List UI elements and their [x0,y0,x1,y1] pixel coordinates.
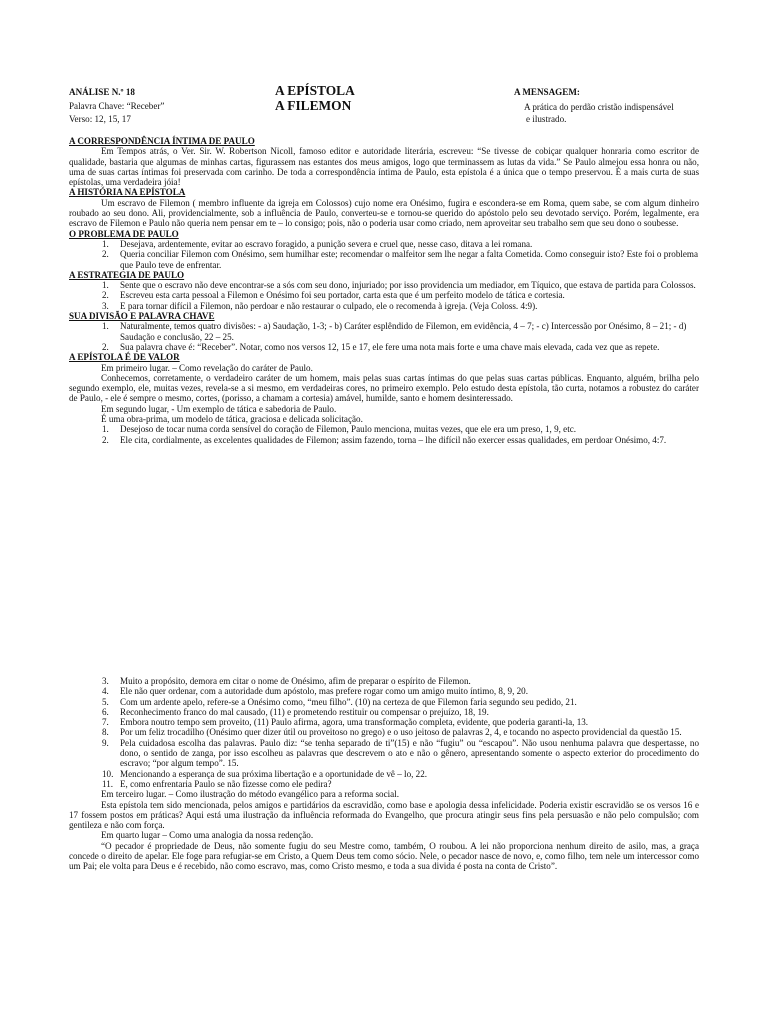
list-item: 1. Desejoso de tocar numa corda sensível do coração de Filemon, Paulo menciona, muitas vezes, que ele era um preso, 1, 9, etc. [102,424,577,435]
paragraph-history: Um escravo de Filemon ( membro influente da igreja em Colossos) cujo nome era Onésimo, fugira e escondera-se em Roma, quem sabe, se com algum dinheiro roubado ao seu dono. Ali, providencialmente, sob a influência de Paulo, converteu-se e tornou-se querido do apóstolo pelo seu devotado serviço. Porém, legalmente, era escravo de Filemon e Paulo não queria nem pensar em te – lo consigo; pois, não o poderia usar como criado, nem aproveitar seu trabalho sem que seu dono o soubesse. [69,197,699,229]
section-heading-division: SUA DIVISÃO E PALAVRA CHAVE [69,311,215,322]
subheading-fourth: Em quarto lugar – Como uma analogia da nossa redenção. [101,830,314,841]
list-item: 7. Embora noutro tempo sem proveito, (11) Paulo afirma, agora, uma transformação completa, evidente, que poderia garanti-la, 13. [102,717,589,728]
section-heading-strategy: A ESTRATEGIA DE PAULO [69,269,185,280]
list-item: 3. E para tornar difícil a Filemon, não perdoar e não restaurar o culpado, ele o recomenda à igreja. (Veja Coloss. 4:9). [102,300,538,311]
list-item: 2. Sua palavra chave é: “Receber”. Notar, como nos versos 12, 15 e 17, ele fere uma nota mais forte e uma chave mais elevada, cada vez que as repete. [102,341,660,352]
list-item: 2. Ele cita, cordialmente, as excelentes qualidades de Filemon; assim fazendo, torna – lhe difícil não exercer essas qualidades, em perdoar Onésimo, 4:7. [102,434,667,445]
list-strategy [69,280,699,311]
list-item: 3. Muito a propósito, demora em citar o nome de Onésimo, afim de preparar o espírito de Filemon. [102,676,471,686]
paragraph-fourth: “O pecador é propriedade de Deus, não somente fugiu do seu Mestre como, também, O roubou. A lei não proporciona nenhum direito de asilo, mas, a graça concede o direito de apelar. Ele foge para refugiar-se em Cristo, a Quem Deus tem como sócio. Nele, o pecador nasce de novo, e, como filho, tem nele um intercessor como um Pai; ele volta para Deus e é recebido, não como escravo, mas, como Cristo mesmo, e toda a sua divida é posta na conta de Cristo”. [69,840,699,872]
list-item: 6. Reconhecimento franco do mal causado, (11) e prometendo restituir ou compensar o prejuízo, 18, 19. [102,706,489,717]
message-label: A MENSAGEM: [514,87,580,97]
title-line-2: A FILEMON [275,98,352,113]
list-tactics-part2 [69,676,699,789]
section-heading-history: A HISTÓRIA NA EPÍSTOLA [69,187,186,198]
section-heading-correspondence: A CORRESPONDÊNCIA ÍNTIMA DE PAULO [69,136,255,146]
list-tactics-part1 [69,424,699,445]
paragraph-third: Esta epístola tem sido mencionada, pelos amigos e partidários da escravidão, como base e apologia dessa infelicidade. Poderia existir escravidão se os versos 16 e 17 fossem postos em práticas? Aqui está uma ilustração da influência reformada do Evangelho, que procura atingir seus fins pela persuasão e não pelo compulsão; com gentileza e não com força. [69,799,699,831]
message-line-1: A prática do perdão cristão indispensável [524,102,674,112]
list-item: 8. Por um feliz trocadilho (Onésimo quer dizer útil ou proveitoso no grego) e o uso jeitoso de palavras 2, 4, e tocando no aspecto providencial da questão 15. [102,727,682,738]
subheading-second: Em segundo lugar, - Um exemplo de tática e sabedoria de Paulo. [101,403,337,414]
paragraph-second: É uma obra-prima, um modelo de tática, graciosa e delicada solicitação. [101,414,363,425]
section-heading-problem: O PROBLEMA DE PAULO [69,228,179,239]
list-item: 2. Escreveu esta carta pessoal a Filemon e Onésimo foi seu portador, carta esta que é um perfeito modelo de tática e cortesia. [102,290,565,301]
list-item: 1. Naturalmente, temos quatro divisões: - a) Saudação, 1-3; - b) Caráter esplêndido de Filemon, em evidência, 4 – 7; - c) Intercessão por Onésimo, 8 – 21; - d) Saudação e conclusão, 22 – 25. [102,321,687,342]
list-item: 9. Pela cuidadosa escolha das palavras. Paulo diz: “se tenha separado de ti”(15) e não “fugiu” ou “escapou”. Não usou nenhuma palavra que despertasse, no dono, o sentido de zanga, por isso escolheu as palavras que descrevem o ato e não o gênero, apresentando somente o aspecto exterior do procedimento do escravo; “por algum tempo”. 15. [102,737,699,769]
subheading-third: Em terceiro lugar. – Como ilustração do método evangélico para a reforma social. [101,789,399,800]
paragraph-correspondence: Em Tempos atrás, o Ver. Sir. W. Robertson Nicoll, famoso editor e autoridade literária, escreveu: “Se tivesse de cobiçar qualquer honraria como escritor de qualidade, bastaria que algumas de minhas cartas, figurassem nas estantes dos meus amigos, logo que terminassem as lutas da vida.” Se Paulo almejou essa honra ou não, uma de suas cartas íntimas foi preservada com carinho. De toda a correspondência íntima de Paulo, esta epístola é a única que o tempo preservou. É a mais curta de suas epístolas, uma verdadeira jóia! [69,146,699,188]
list-item: 5. Com um ardente apelo, refere-se a Onésimo como, “meu filho”. (10) na certeza de que Filemon faria segundo seu pedido, 21. [102,696,577,707]
list-item: 1. Desejava, ardentemente, evitar ao escravo foragido, a punição severa e cruel que, nesse caso, ditava a lei romana. [102,238,533,249]
list-division [69,321,699,352]
list-problem [69,239,699,270]
analysis-label: ANÁLISE N.º 18 [69,87,135,97]
list-item: 4. Ele não quer ordenar, com a autoridade dum apóstolo, mas prefere rogar como um amigo muito íntimo, 8, 9, 20. [102,686,528,697]
list-item: 1. Sente que o escravo não deve encontrar-se a sós com seu dono, injuriado; por isso providencia um mediador, em Tíquico, que estava de partida para Colossos. [102,280,696,291]
list-item: 2. Queria conciliar Filemon com Onésimo, sem humilhar este; recomendar o malfeitor sem lhe negar a falta Cometida. Como conseguir isto? Este foi o problema que Paulo teve de enfrentar. [102,249,699,270]
list-item: 11. E, como enfrentaria Paulo se não fizesse como ele pedira? [102,778,332,789]
keyword-line: Palavra Chave: “Receber” [69,101,165,111]
section-heading-value: A EPÍSTOLA É DE VALOR [69,352,180,363]
subheading-first: Em primeiro lugar. – Como revelação do caráter de Paulo. [101,362,313,373]
paragraph-first: Conhecemos, corretamente, o verdadeiro caráter de um homem, mais pelas suas cartas íntimas do que pelas suas cartas públicas. Enquanto, alguém, brilha pelo segundo exemplo, ele, muitas vezes, revela-se a si mesmo, em verdadeiras cores, no primeiro exemplo. Pelo estudo desta epístola, tão curta, notamos a robustez do caráter de Paulo, - ele é sempre o mesmo, cortes, (porisso, a chamam a cortesia) amável, humilde, santo e homem desinteressado. [69,372,699,404]
verses-line: Verso: 12, 15, 17 [69,114,131,124]
list-item: 10. Mencionando a esperança de sua próxima libertação e a oportunidade de vê – lo, 22. [102,768,428,779]
message-line-2: e ilustrado. [526,114,567,124]
body-upper [69,136,699,445]
title-line-1: A EPÍSTOLA [275,83,355,98]
body-lower [69,676,699,872]
